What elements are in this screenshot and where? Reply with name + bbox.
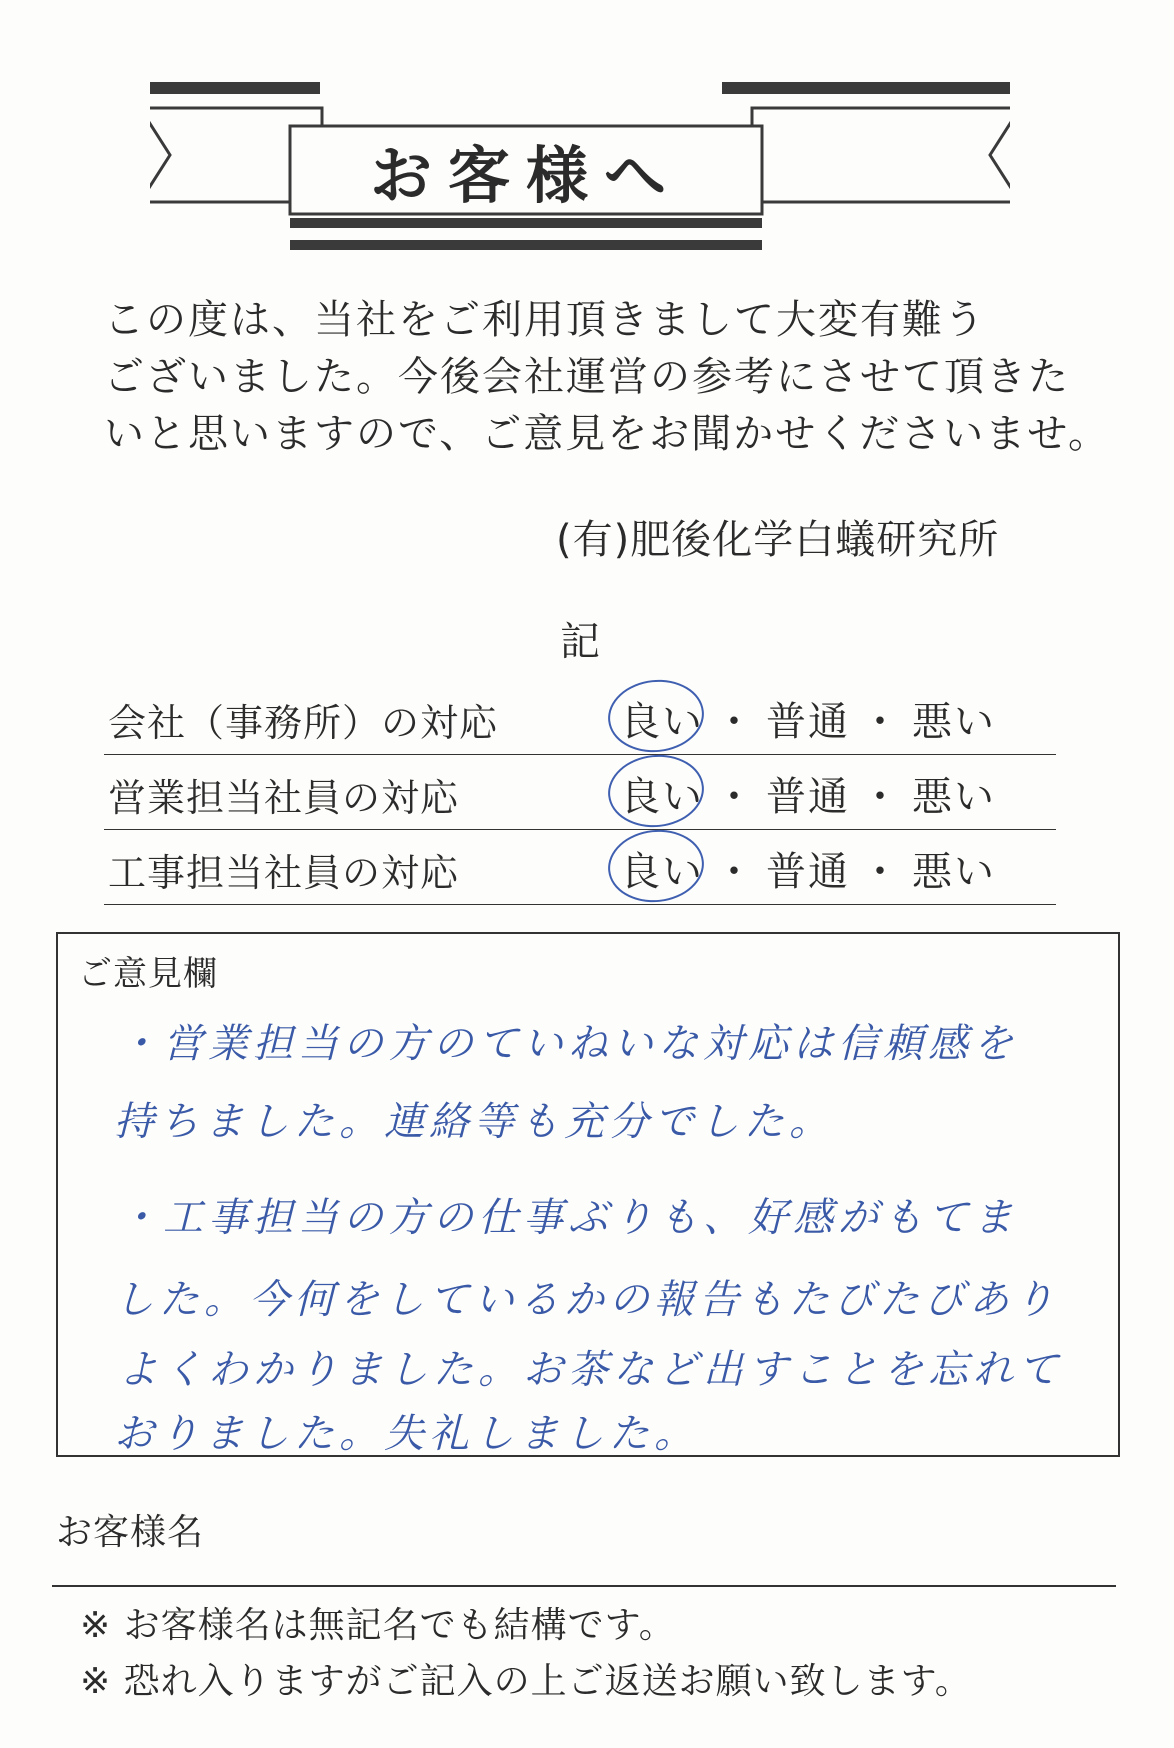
customer-name-label: お客様名 [56, 1512, 205, 1553]
handwritten-line: ・工事担当の方の仕事ぶりも、好感がもてま [118, 1195, 1018, 1241]
rating-option-normal[interactable]: 普通 [766, 849, 850, 895]
opinion-box[interactable] [56, 932, 1120, 1457]
handwritten-line: ・営業担当の方のていねいな対応は信頼感を [118, 1021, 1018, 1067]
evaluation-label: 営業担当社員の対応 [108, 776, 460, 820]
handwritten-line: 持ちました。連絡等も充分でした。 [114, 1099, 834, 1145]
evaluation-row [104, 680, 1056, 755]
note-line: ※ お客様名は無記名でも結構です。 [80, 1605, 676, 1646]
intro-paragraph [104, 292, 1110, 463]
name-underline [52, 1585, 1116, 1587]
rating-option-bad[interactable]: 悪い [912, 699, 996, 745]
header-banner [150, 80, 1010, 270]
handwritten-line: した。今何をしているかの報告もたびたびあり [114, 1277, 1059, 1323]
separator: ・ [860, 699, 902, 745]
evaluation-label: 会社（事務所）の対応 [108, 701, 499, 745]
rating-option-bad[interactable]: 悪い [912, 849, 996, 895]
company-name: (有)肥後化学白蟻研究所 [556, 517, 1000, 563]
handwritten-line: おりました。失礼しました。 [114, 1411, 699, 1457]
note-line: ※ 恐れ入りますがご記入の上ご返送お願い致します。 [80, 1661, 972, 1702]
evaluation-row [104, 755, 1056, 830]
separator: ・ [714, 849, 756, 895]
separator: ・ [714, 774, 756, 820]
rating-option-normal[interactable]: 普通 [766, 699, 850, 745]
separator: ・ [860, 774, 902, 820]
separator: ・ [714, 699, 756, 745]
page-title: お客様へ [369, 138, 682, 212]
customer-name-field[interactable] [260, 1520, 1060, 1576]
rating-option-good[interactable]: 良い [620, 849, 704, 895]
evaluation-table [104, 680, 1056, 905]
ki-heading: 記 [560, 619, 600, 665]
rating-option-good[interactable]: 良い [620, 774, 704, 820]
intro-line: いと思いますので、ご意見をお聞かせくださいませ。 [104, 411, 1110, 457]
notes [80, 1598, 972, 1710]
rating-option-good[interactable]: 良い [620, 699, 704, 745]
intro-line: この度は、当社をご利用頂きまして大変有難う [104, 297, 986, 343]
intro-line: ございました。今後会社運営の参考にさせて頂きた [104, 354, 1070, 400]
evaluation-label: 工事担当社員の対応 [108, 851, 460, 895]
evaluation-row [104, 830, 1056, 905]
handwritten-line: よくわかりました。お茶など出すことを忘れて [118, 1347, 1063, 1393]
separator: ・ [860, 849, 902, 895]
rating-option-normal[interactable]: 普通 [766, 774, 850, 820]
rating-option-bad[interactable]: 悪い [912, 774, 996, 820]
opinion-title: ご意見欄 [78, 954, 218, 994]
